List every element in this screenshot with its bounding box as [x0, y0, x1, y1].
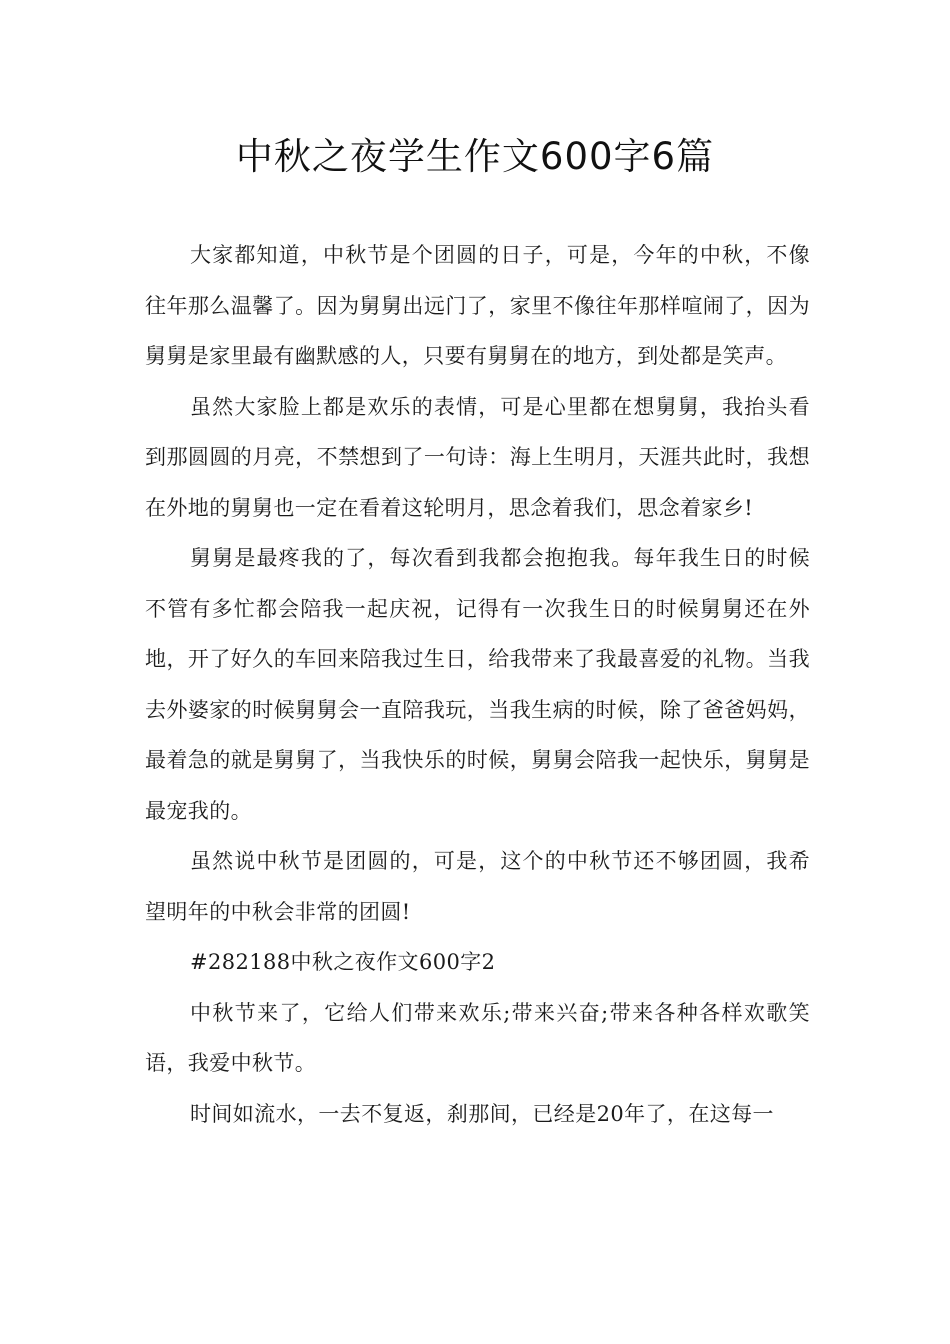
paragraph-4: 虽然说中秋节是团圆的，可是，这个的中秋节还不够团圆，我希望明年的中秋会非常的团圆!	[145, 849, 810, 924]
section-heading-2: #282188中秋之夜作文600字2	[190, 950, 496, 974]
paragraph-5: 中秋节来了，它给人们带来欢乐;带来兴奋;带来各种各样欢歌笑语，我爱中秋节。	[145, 1000, 810, 1075]
paragraph-1: 大家都知道，中秋节是个团圆的日子，可是，今年的中秋，不像往年那么温馨了。因为舅舅出远门了，家里不像往年那样喧闹了，因为舅舅是家里最有幽默感的人，只要有舅舅在的地方，到处都是笑声。	[145, 243, 810, 368]
document-title: 中秋之夜学生作文600字6篇	[235, 135, 715, 178]
document-body	[145, 230, 810, 1139]
paragraph-2: 虽然大家脸上都是欢乐的表情，可是心里都在想舅舅，我抬头看到那圆圆的月亮，不禁想到了一句诗：海上生明月，天涯共此时，我想在外地的舅舅也一定在看着这轮明月，思念着我们，思念着家乡!	[145, 394, 810, 520]
paragraph-3: 舅舅是最疼我的了，每次看到我都会抱抱我。每年我生日的时候不管有多忙都会陪我一起庆祝，记得有一次我生日的时候舅舅还在外地，开了好久的车回来陪我过生日，给我带来了我最喜爱的礼物。当我去外婆家的时候舅舅会一直陪我玩，当我生病的时候，除了爸爸妈妈，最着急的就是舅舅了，当我快乐的时候，舅舅会陪我一起快乐，舅舅是最宠我的。	[145, 546, 810, 823]
paragraph-6: 时间如流水，一去不复返，刹那间，已经是20年了，在这每一	[190, 1101, 774, 1126]
